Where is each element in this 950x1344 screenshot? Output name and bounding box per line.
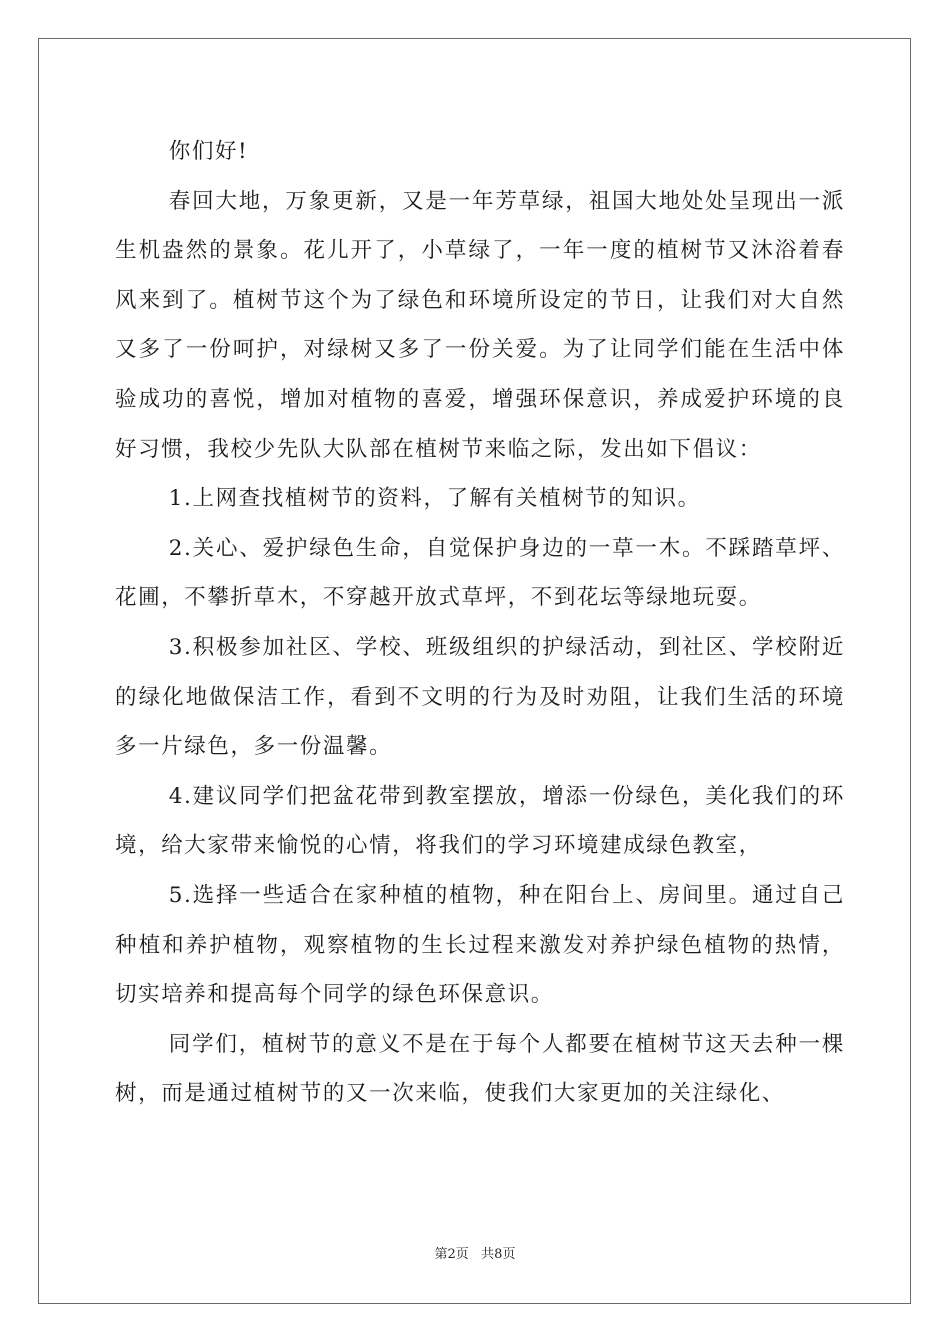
document-body [115,127,845,1119]
proposal-item-5: 5.选择一些适合在家种植的植物，种在阳台上、房间里。通过自己种植和养护植物，观察植物的生长过程来激发对养护绿色植物的热情，切实培养和提高每个同学的绿色环保意识。 [115,882,845,1008]
proposal-item-1: 1.上网查找植树节的资料，了解有关植树节的知识。 [168,486,701,512]
page-number-footer: 第2页 共8页 [434,1247,516,1262]
intro-paragraph: 春回大地，万象更新，又是一年芳草绿，祖国大地处处呈现出一派生机盎然的景象。花儿开了，小草绿了，一年一度的植树节又沐浴着春风来到了。植树节这个为了绿色和环境所设定的节日，让我们对大自然又多了一份呵护，对绿树又多了一份关爱。为了让同学们能在生活中体验成功的喜悦，增加对植物的喜爱，增强环保意识，养成爱护环境的良好习惯，我校少先队大队部在植树节来临之际，发出如下倡议： [115,188,845,462]
proposal-item-3: 3.积极参加社区、学校、班级组织的护绿活动，到社区、学校附近的绿化地做保洁工作，看到不文明的行为及时劝阻，让我们生活的环境多一片绿色，多一份温馨。 [115,634,845,760]
proposal-item-4: 4.建议同学们把盆花带到教室摆放，增添一份绿色，美化我们的环境，给大家带来愉悦的心情，将我们的学习环境建成绿色教室， [115,783,845,859]
proposal-item-2: 2.关心、爱护绿色生命，自觉保护身边的一草一木。不踩踏草坪、花圃，不攀折草木，不穿越开放式草坪，不到花坛等绿地玩耍。 [115,535,845,611]
closing-paragraph: 同学们，植树节的意义不是在于每个人都要在植树节这天去种一棵树，而是通过植树节的又一次来临，使我们大家更加的关注绿化、 [115,1031,845,1107]
greeting-paragraph: 你们好! [168,139,249,164]
